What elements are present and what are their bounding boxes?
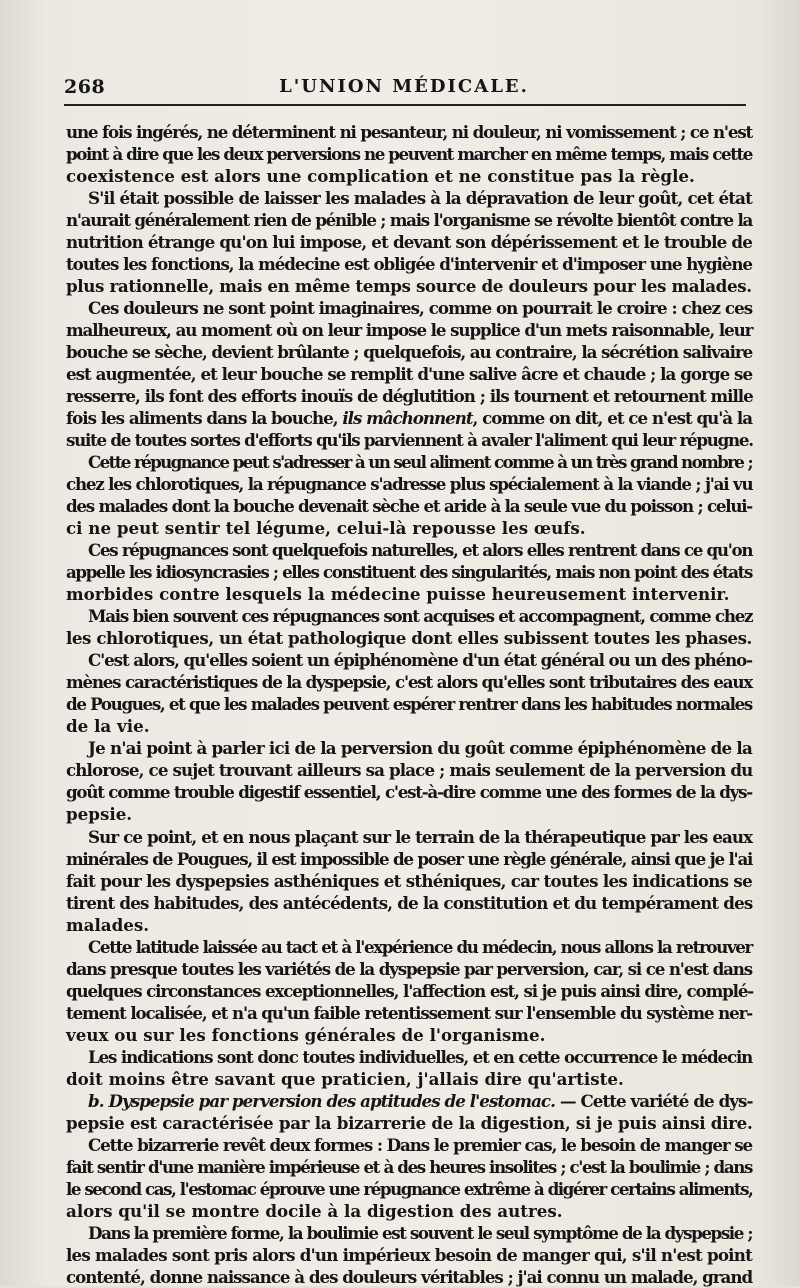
text-line: est augmentée, et leur bouche se remplit d'une salive âcre et chaude ; la gorge se [66,364,753,385]
text-line [66,1090,752,1112]
text-line: ci ne peut sentir tel légume, celui-là repousse les œufs. [66,518,586,539]
text-line: fait sentir d'une manière impérieuse et à des heures insolites ; c'est la boulimie ; dans [66,1156,752,1177]
text-line: quelques circonstances exceptionnelles, l'affection est, si je puis ainsi dire, complé- [66,980,754,1001]
header-rule [64,104,746,106]
text-line: de la vie. [66,716,150,737]
text-segment: fois les aliments dans la bouche, [66,408,343,429]
text-line: Dans la première forme, la boulimie est souvent le seul symptôme de la dyspepsie ; [88,1222,753,1243]
text-line: Mais bien souvent ces répugnances sont acquises et accompagnent, comme chez [88,606,753,627]
text-line: pepsie. [66,804,133,825]
text-line: dans presque toutes les variétés de la dyspepsie par perversion, car, si ce n'est dans [66,958,752,979]
text-line: bouche se sèche, devient brûlante ; quelquefois, au contraire, la sécrétion salivaire [66,342,753,363]
text-line: plus rationnelle, mais en même temps source de douleurs pour les malades. [66,276,752,297]
text-line: suite de toutes sortes d'efforts qu'ils parviennent à avaler l'aliment qui leur répugne. [66,430,753,451]
body-text [66,121,752,1288]
text-segment: , comme on dit, et ce n'est qu'à la [472,408,753,429]
text-line: alors qu'il se montre docile à la digestion des autres. [66,1200,563,1221]
text-line: les chlorotiques, un état pathologique dont elles subissent toutes les phases. [66,628,752,649]
text-line: chlorose, ce sujet trouvant ailleurs sa place ; mais seulement de la perversion du [66,760,753,781]
section-heading: b. Dyspepsie par perversion des aptitudes de l'estomac. [88,1090,556,1111]
text-line: les malades sont pris alors d'un impérieux besoin de manger qui, s'il n'est point [66,1244,752,1265]
text-line: mènes caractéristiques de la dyspepsie, c'est alors qu'elles sont tributaires des eaux [66,672,752,693]
text-line: S'il était possible de laisser les malades à la dépravation de leur goût, cet état [88,188,752,209]
text-line: doit moins être savant que praticien, j'allais dire qu'artiste. [66,1068,624,1089]
text-segment: — Cette variété de dys- [555,1090,753,1111]
text-line: une fois ingérés, ne déterminent ni pesanteur, ni douleur, ni vomissement ; ce n'est [66,122,753,142]
page-number: 268 [64,76,106,98]
text-line: minérales de Pougues, il est impossible de poser une règle générale, ainsi que je l'ai [66,848,753,869]
text-line: malheureux, au moment où on leur impose le supplice d'un mets raisonnable, leur [66,320,753,341]
text-line: C'est alors, qu'elles soient un épiphénomène d'un état général ou un des phéno- [88,650,752,671]
text-line: Ces répugnances sont quelquefois naturelles, et alors elles rentrent dans ce qu'on [88,540,753,561]
text-line [66,407,752,429]
italic-phrase: ils mâchonnent [342,408,473,429]
text-line: fait pour les dyspepsies asthéniques et sthéniques, car toutes les indications se [66,870,752,891]
text-line: point à dire que les deux perversions ne peuvent marcher en même temps, mais cette [66,144,752,165]
text-line: Cette latitude laissée au tact et à l'expérience du médecin, nous allons la retrouver [88,936,752,957]
text-line: malades. [66,914,150,935]
text-line: des malades dont la bouche devenait sèche et aride à la seule vue du poisson ; celui- [66,496,752,517]
text-line: chez les chlorotiques, la répugnance s'adresse plus spécialement à la viande ; j'ai vu [66,474,753,495]
text-line: Les indications sont donc toutes individuelles, et en cette occurrence le médecin [88,1046,753,1067]
running-title: L'UNION MÉDICALE. [279,76,529,97]
text-line: goût comme trouble digestif essentiel, c'est-à-dire comme une des formes de la dys- [66,782,752,803]
text-line: de Pougues, et que les malades peuvent espérer rentrer dans les habitudes normales [66,694,752,715]
text-line: tement localisée, et n'a qu'un faible retentissement sur l'ensemble du système ner- [66,1002,753,1023]
text-line: le second cas, l'estomac éprouve une répugnance extrême à digérer certains aliments, [66,1178,753,1199]
text-line: coexistence est alors une complication et ne constitue pas la règle. [66,166,695,187]
text-line: veux ou sur les fonctions générales de l'organisme. [66,1024,546,1045]
page-header [64,76,744,100]
text-line: Cette répugnance peut s'adresser à un seul aliment comme à un très grand nombre ; [88,452,752,473]
text-line: pepsie est caractérisée par la bizarrerie de la digestion, si je puis ainsi dire. [66,1112,753,1133]
text-line: Cette bizarrerie revêt deux formes : Dans le premier cas, le besoin de manger se [88,1134,752,1155]
text-line: Sur ce point, et en nous plaçant sur le terrain de la thérapeutique par les eaux [88,826,753,847]
text-line: Je n'ai point à parler ici de la perversion du goût comme épiphénomène de la [88,738,752,759]
text-line: appelle les idiosyncrasies ; elles constituent des singularités, mais non point des états [66,562,752,583]
text-line: n'aurait généralement rien de pénible ; mais l'organisme se révolte bientôt contre la [66,210,753,231]
text-line: nutrition étrange qu'on lui impose, et devant son dépérissement et le trouble de [66,232,752,253]
text-line: tirent des habitudes, des antécédents, de la constitution et du tempérament des [66,892,753,913]
text-line: contenté, donne naissance à des douleurs véritables ; j'ai connu un malade, grand [66,1266,753,1287]
text-line: morbides contre lesquels la médecine puisse heureusement intervenir. [66,584,730,605]
text-line: Ces douleurs ne sont point imaginaires, comme on pourrait le croire : chez ces [88,298,753,319]
text-line: toutes les fonctions, la médecine est obligée d'intervenir et d'imposer une hygiène [66,254,752,275]
text-line: resserre, ils font des efforts inouïs de déglutition ; ils tournent et retournent mille [66,386,753,407]
